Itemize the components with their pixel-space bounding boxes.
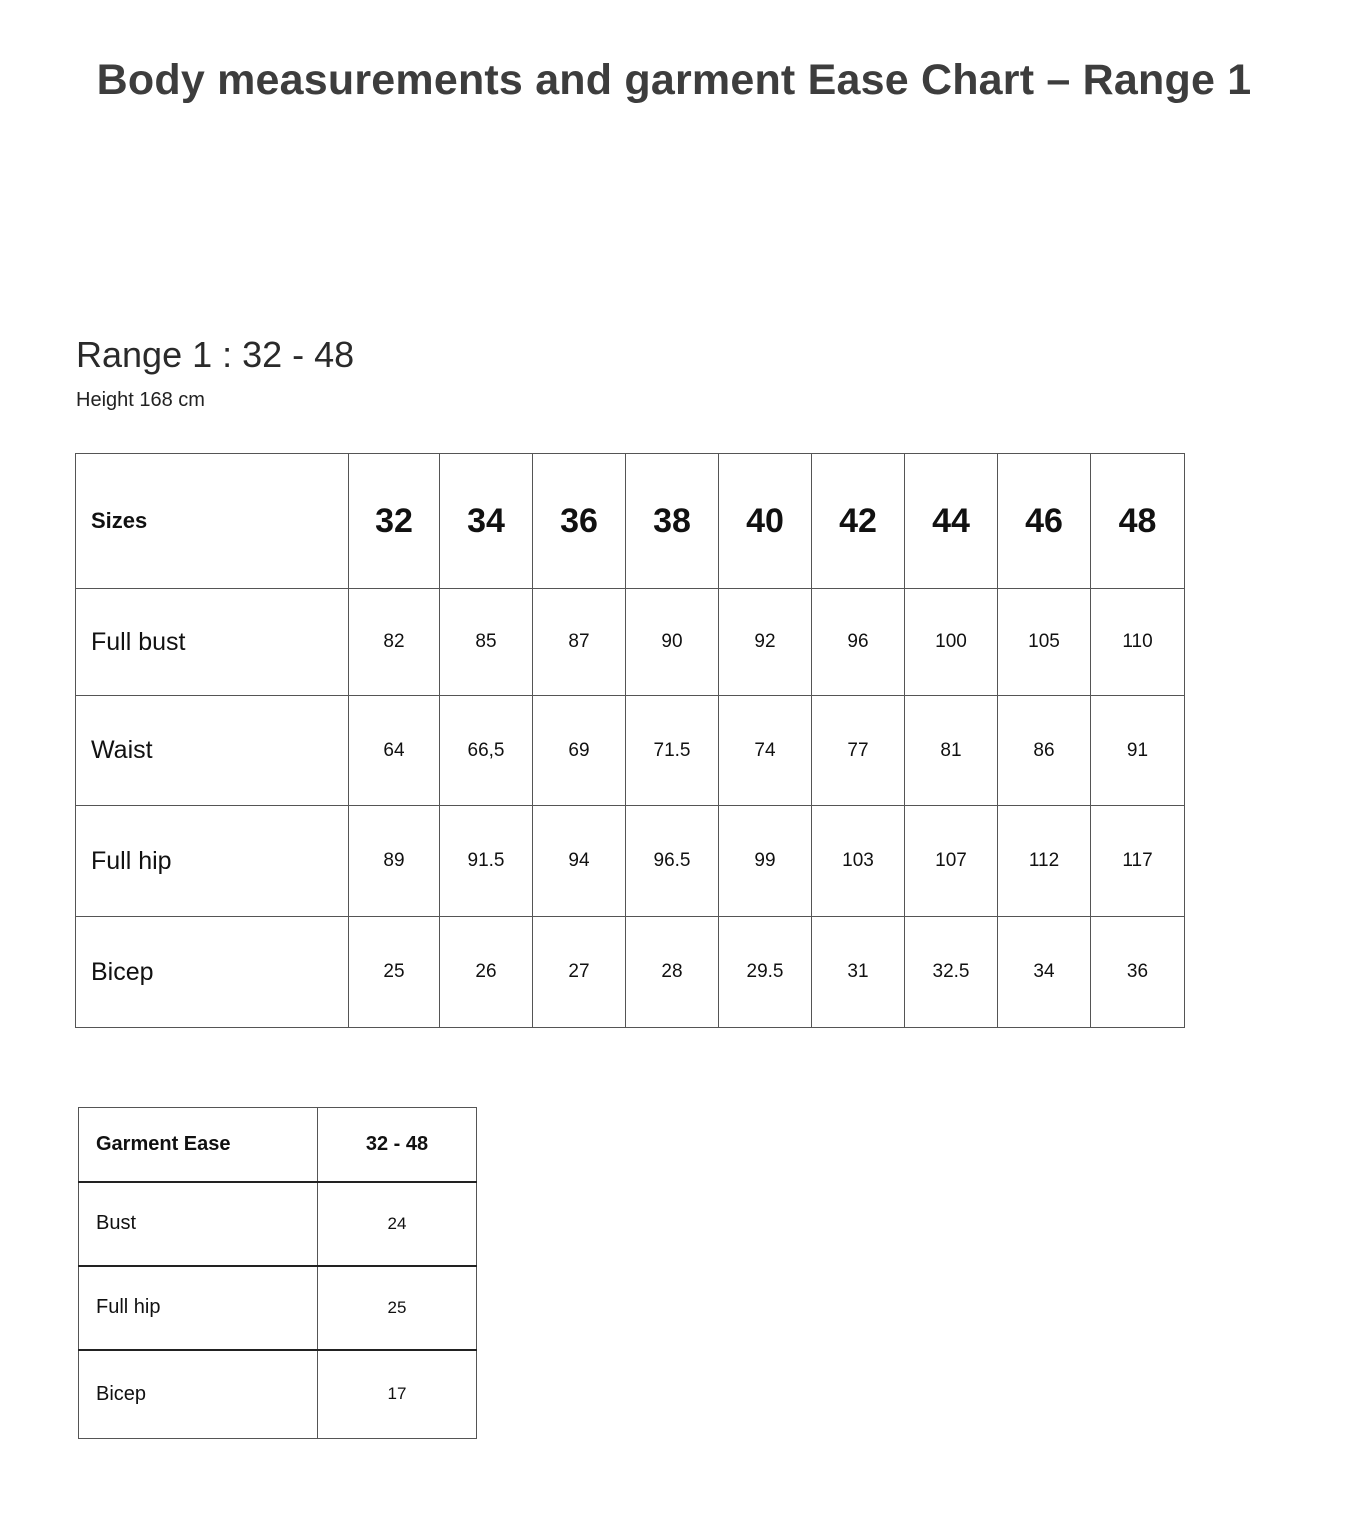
table-cell: 87 (533, 589, 626, 696)
table-cell: 107 (905, 806, 998, 917)
table-cell: 103 (812, 806, 905, 917)
table-row (76, 917, 1185, 1028)
table-cell: 36 (1091, 917, 1185, 1028)
table-cell: 64 (349, 696, 440, 806)
table-cell: 66,5 (440, 696, 533, 806)
table-cell: 71.5 (626, 696, 719, 806)
ease-value: 25 (318, 1266, 477, 1350)
table-cell: 92 (719, 589, 812, 696)
row-label-full-bust: Full bust (76, 589, 349, 696)
page-title: Body measurements and garment Ease Chart – Range 1 (96, 56, 1252, 104)
row-label-bicep: Bicep (76, 917, 349, 1028)
table-cell: 96.5 (626, 806, 719, 917)
garment-ease-header: Garment Ease (79, 1108, 318, 1182)
table-row (79, 1350, 477, 1439)
table-cell: 27 (533, 917, 626, 1028)
table-cell: 91 (1091, 696, 1185, 806)
table-cell: 91.5 (440, 806, 533, 917)
size-header: 38 (626, 454, 719, 589)
ease-header-row (79, 1108, 477, 1182)
table-cell: 86 (998, 696, 1091, 806)
ease-label-full-hip: Full hip (79, 1266, 318, 1350)
size-header: 46 (998, 454, 1091, 589)
table-cell: 99 (719, 806, 812, 917)
size-header: 48 (1091, 454, 1185, 589)
table-cell: 31 (812, 917, 905, 1028)
table-cell: 32.5 (905, 917, 998, 1028)
size-header: 42 (812, 454, 905, 589)
ease-label-bicep: Bicep (79, 1350, 318, 1439)
table-row (76, 806, 1185, 917)
table-row (76, 589, 1185, 696)
size-header: 36 (533, 454, 626, 589)
ease-label-bust: Bust (79, 1182, 318, 1266)
table-row (79, 1182, 477, 1266)
table-cell: 34 (998, 917, 1091, 1028)
sizes-header: Sizes (76, 454, 349, 589)
ease-value: 24 (318, 1182, 477, 1266)
row-label-waist: Waist (76, 696, 349, 806)
table-cell: 74 (719, 696, 812, 806)
table-cell: 96 (812, 589, 905, 696)
range-heading: Range 1 : 32 - 48 (76, 334, 355, 375)
table-cell: 69 (533, 696, 626, 806)
table-cell: 77 (812, 696, 905, 806)
row-label-full-hip: Full hip (76, 806, 349, 917)
table-cell: 90 (626, 589, 719, 696)
table-cell: 117 (1091, 806, 1185, 917)
table-cell: 105 (998, 589, 1091, 696)
table-header-row (76, 454, 1185, 589)
ease-value: 17 (318, 1350, 477, 1439)
table-cell: 110 (1091, 589, 1185, 696)
size-header: 32 (349, 454, 440, 589)
table-row (76, 696, 1185, 806)
table-cell: 28 (626, 917, 719, 1028)
table-cell: 85 (440, 589, 533, 696)
table-cell: 81 (905, 696, 998, 806)
body-measurements-table (75, 453, 1185, 1028)
ease-range-header: 32 - 48 (318, 1108, 477, 1182)
garment-ease-table (78, 1107, 477, 1439)
table-cell: 29.5 (719, 917, 812, 1028)
table-cell: 100 (905, 589, 998, 696)
table-cell: 25 (349, 917, 440, 1028)
size-header: 44 (905, 454, 998, 589)
table-cell: 26 (440, 917, 533, 1028)
height-note: Height 168 cm (76, 389, 205, 411)
table-cell: 94 (533, 806, 626, 917)
table-row (79, 1266, 477, 1350)
table-cell: 82 (349, 589, 440, 696)
size-header: 34 (440, 454, 533, 589)
table-cell: 89 (349, 806, 440, 917)
table-cell: 112 (998, 806, 1091, 917)
size-header: 40 (719, 454, 812, 589)
